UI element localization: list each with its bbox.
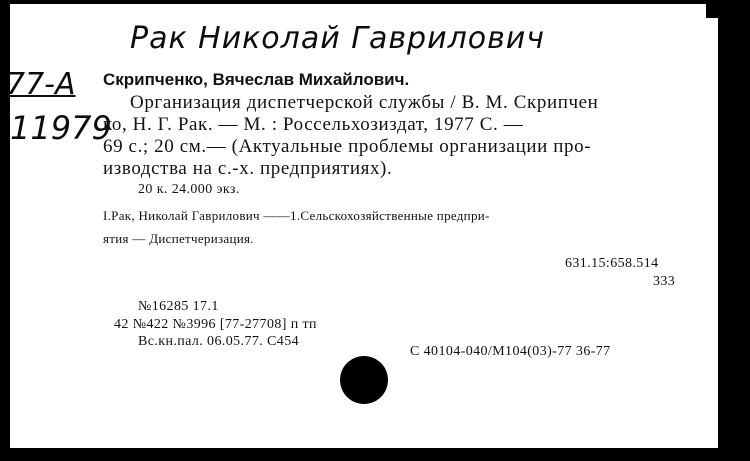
entry-line-1: Организация диспетчерской службы / В. М. Скрипчен <box>130 92 599 113</box>
author-heading: Скрипченко, Вячеслав Михайлович. <box>103 70 410 89</box>
printing-line-1: №16285 17.1 <box>138 299 219 314</box>
printing-line-3: Вс.кн.пал. 06.05.77. С454 <box>138 334 299 349</box>
entry-line-3: 69 с.; 20 см.— (Актуальные проблемы организации про- <box>103 136 592 157</box>
printing-line-2: 42 №422 №3996 [77-27708] п тп <box>114 317 317 332</box>
handwritten-author-name: Рак Николай Гаврилович <box>130 21 546 56</box>
card-edge-bottom <box>10 436 718 448</box>
card-edge <box>706 18 718 438</box>
catalog-card <box>6 4 706 440</box>
tracing-line-1: I.Рак, Николай Гаврилович ——1.Сельскохозяйственные предпри- <box>103 208 490 223</box>
author-mark: 333 <box>653 274 676 289</box>
punched-hole <box>340 356 388 404</box>
catalog-code: С 40104-040/М104(03)-77 36-77 <box>410 344 611 359</box>
entry-line-2: ко, Н. Г. Рак. — М. : Россельхозиздат, 1977 С. — <box>103 114 524 135</box>
price-run: 20 к. 24.000 экз. <box>138 182 240 197</box>
handwritten-call-number: 77-А <box>6 67 76 102</box>
udc-index: 631.15:658.514 <box>565 256 659 271</box>
handwritten-accession-number: 11979 <box>10 109 112 147</box>
tracing-line-2: ятия — Диспетчеризация. <box>103 231 254 246</box>
entry-line-4: изводства на с.-х. предприятиях). <box>103 158 393 179</box>
